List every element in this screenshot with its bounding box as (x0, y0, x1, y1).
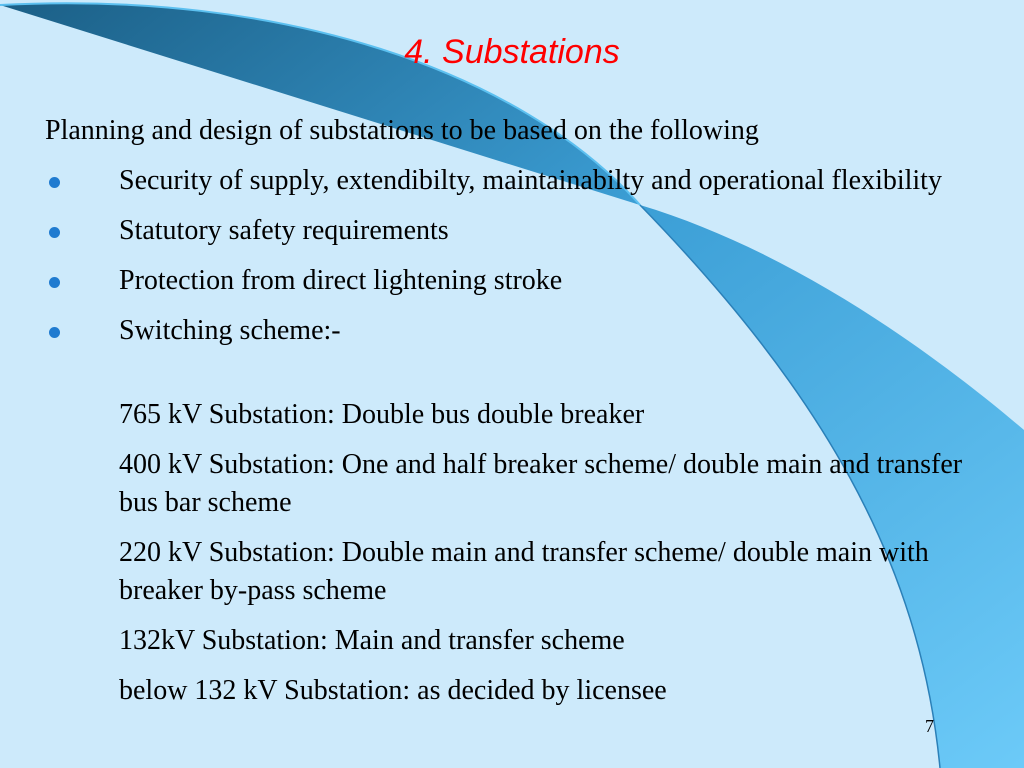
bullet-icon (49, 177, 60, 188)
scheme-item: 765 kV Substation: Double bus double breaker (119, 399, 645, 430)
bullet-item (45, 212, 985, 250)
switching-scheme-list (119, 396, 989, 722)
bullet-item (45, 312, 985, 350)
bullet-text: Protection from direct lightening stroke (119, 265, 563, 296)
scheme-item: 132kV Substation: Main and transfer scheme (119, 625, 625, 656)
scheme-item: 400 kV Substation: One and half breaker scheme/ double main and transfer bus bar scheme (119, 449, 963, 518)
bullet-icon (49, 327, 60, 338)
bullet-icon (49, 227, 60, 238)
bullet-icon (49, 277, 60, 288)
page-number: 7 (925, 716, 934, 736)
bullet-text: Security of supply, extendibilty, maintainabilty and operational flexibility (119, 165, 942, 196)
scheme-item: below 132 kV Substation: as decided by licensee (119, 675, 667, 706)
intro-text: Planning and design of substations to be based on the following (45, 115, 759, 146)
scheme-item: 220 kV Substation: Double main and transfer scheme/ double main with breaker by-pass scheme (119, 537, 929, 606)
bullet-text: Switching scheme:- (119, 315, 341, 346)
bullet-list (45, 162, 985, 362)
bullet-text: Statutory safety requirements (119, 215, 449, 246)
bullet-item (45, 162, 985, 200)
slide-title: 4. Substations (404, 33, 620, 71)
bullet-item (45, 262, 985, 300)
